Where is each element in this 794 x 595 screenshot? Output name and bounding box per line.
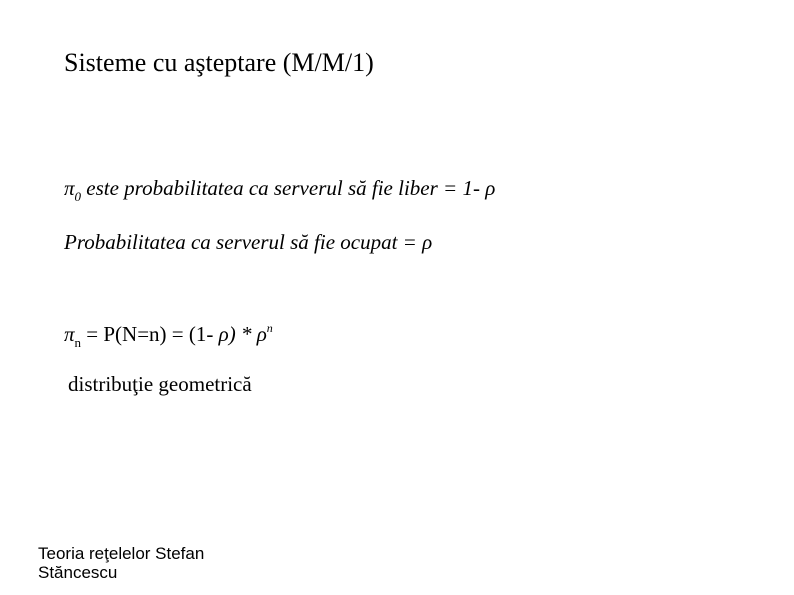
footer-line-1: Teoria reţelelor Stefan bbox=[38, 544, 205, 563]
formula-pi-n bbox=[64, 315, 273, 356]
pi-subscript: 0 bbox=[74, 189, 82, 204]
formula-busy-probability: Probabilitatea ca serverul să fie ocupat = ρ bbox=[64, 230, 433, 254]
distribution-label: distribuţie geometrică bbox=[68, 372, 252, 396]
pi-subscript: n bbox=[74, 335, 82, 350]
formula-text: este probabilitatea ca serverul să fie liber = 1- ρ bbox=[81, 176, 496, 200]
footer bbox=[38, 544, 204, 582]
formula-superscript: n bbox=[266, 321, 273, 335]
pi-symbol: π bbox=[64, 176, 75, 200]
formula-pi-zero bbox=[64, 175, 495, 210]
formula-text-left: = P(N=n) = (1- bbox=[81, 322, 219, 346]
slide-title: Sisteme cu aşteptare (M/M/1) bbox=[64, 48, 374, 77]
pi-symbol: π bbox=[64, 322, 75, 346]
formula-text-right: ρ) * ρ bbox=[218, 322, 267, 346]
footer-line-2: Stăncescu bbox=[38, 563, 118, 582]
